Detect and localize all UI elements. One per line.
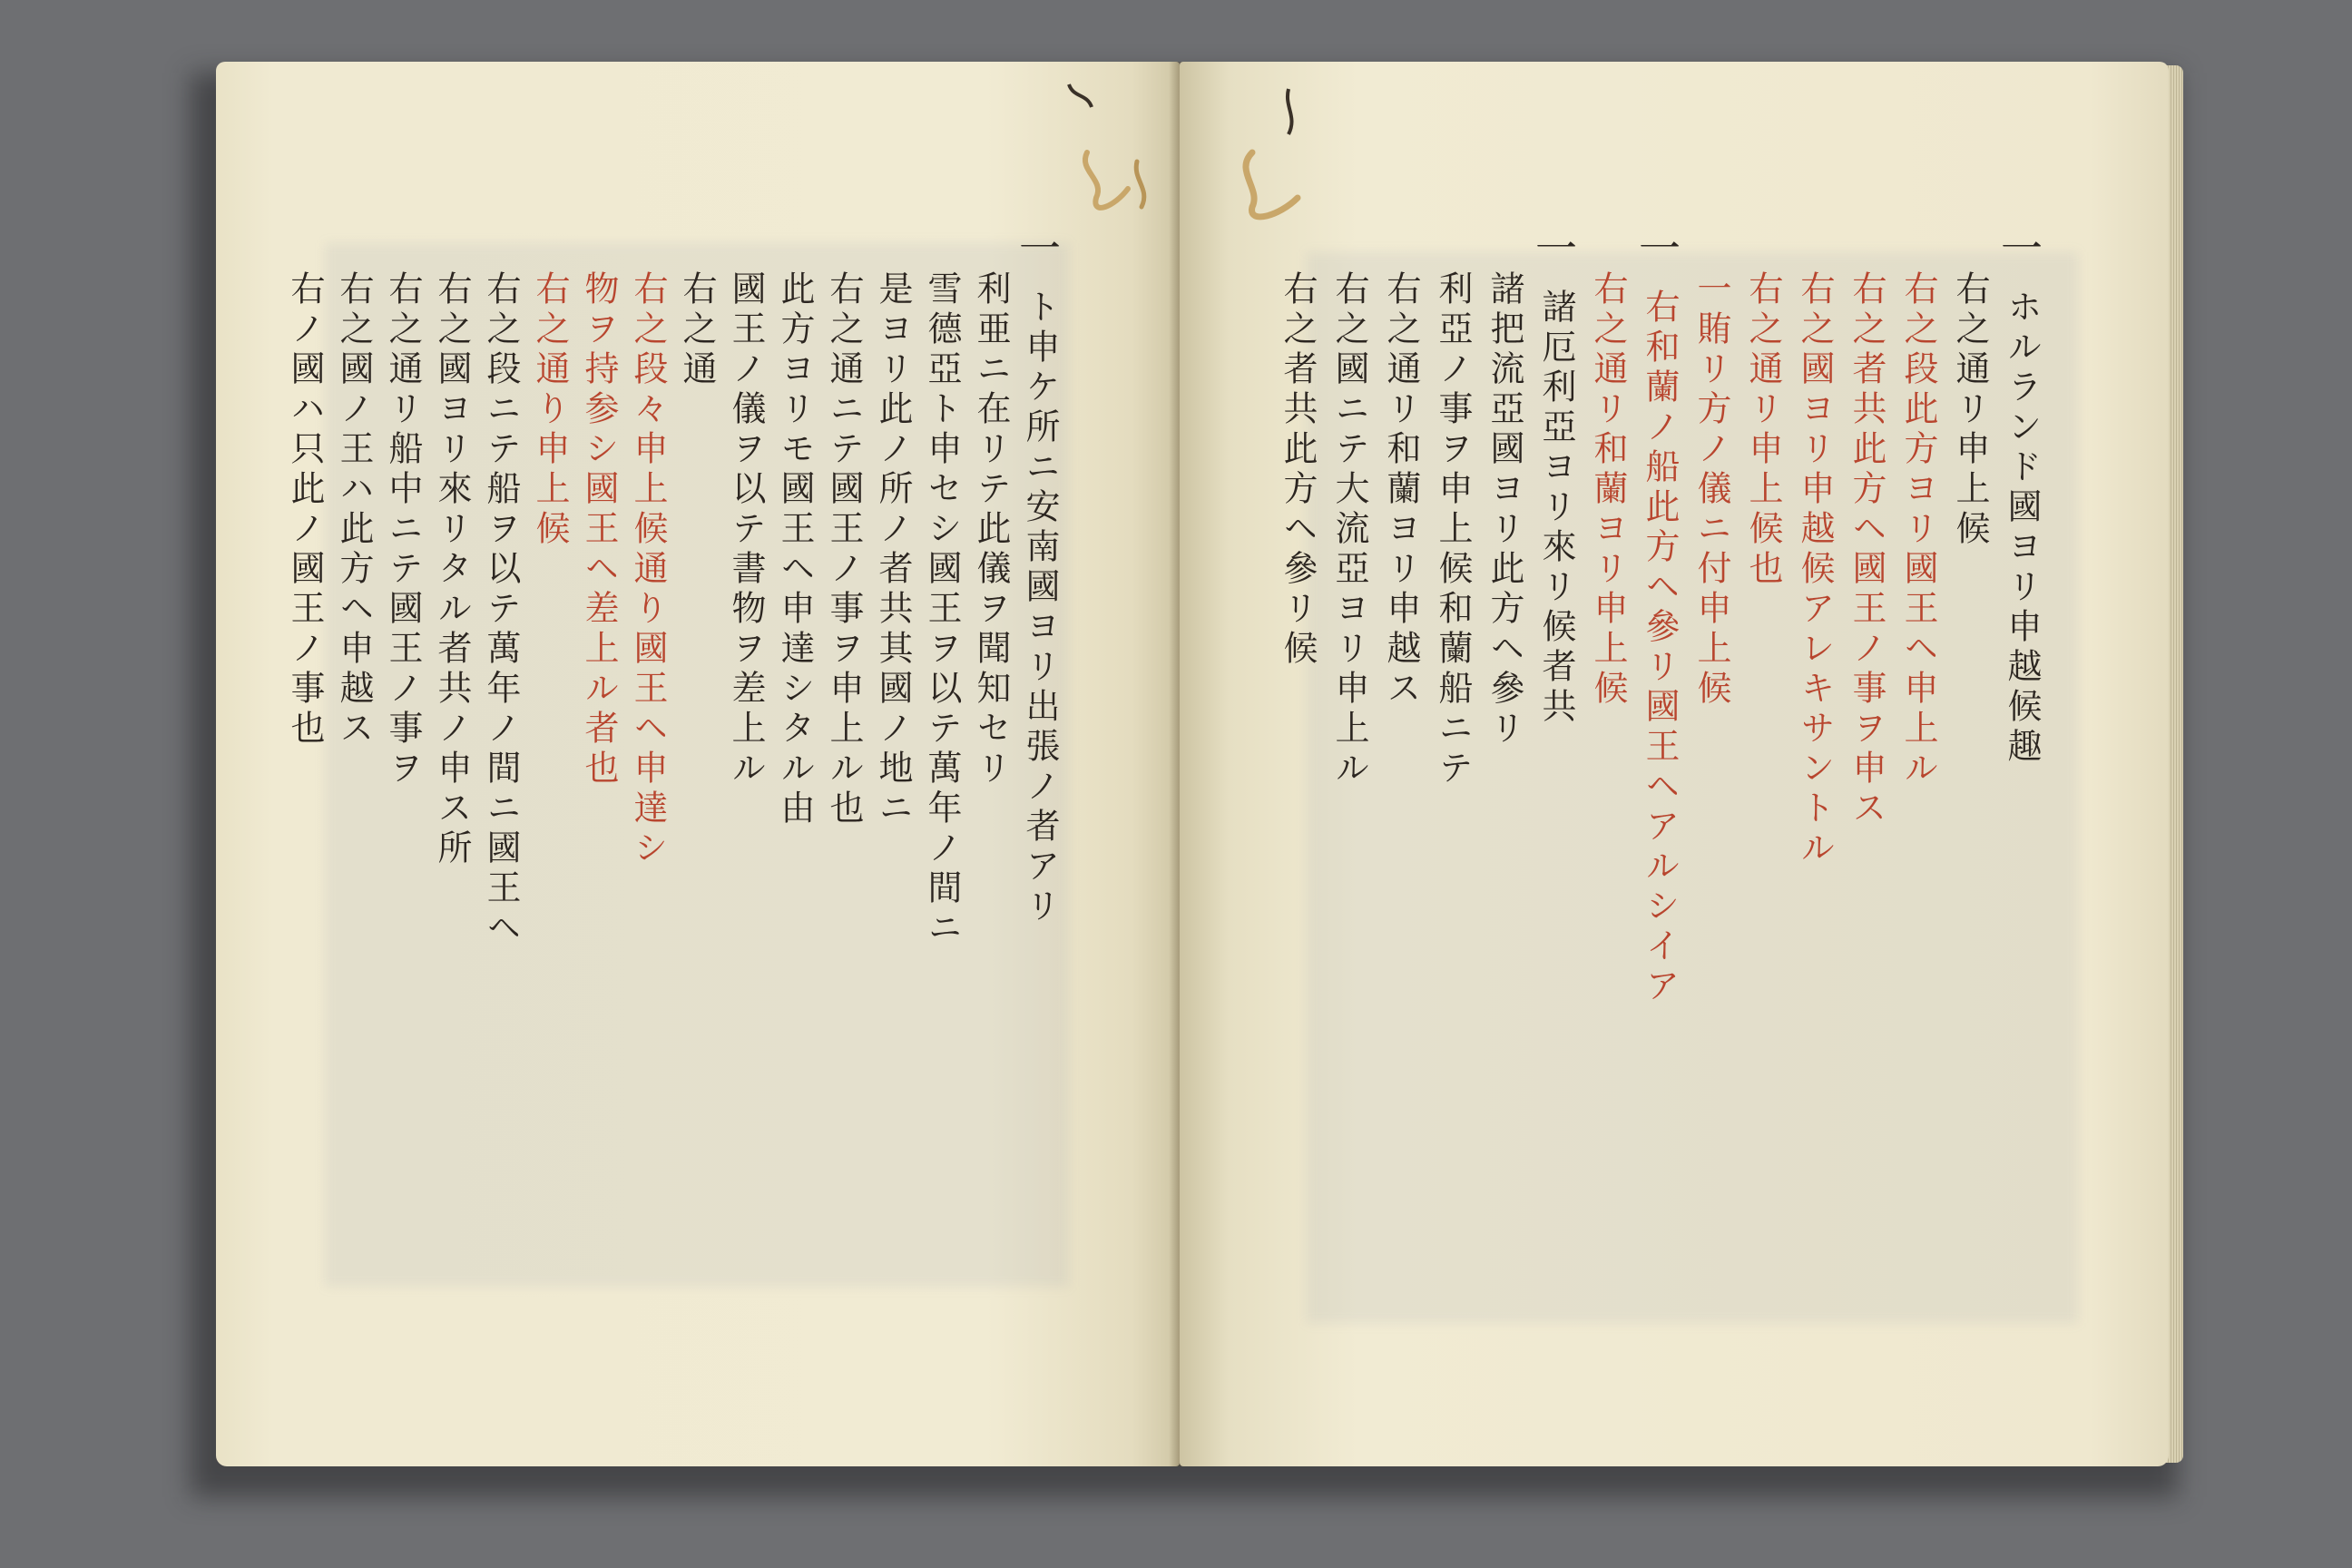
text-column bbox=[1841, 270, 1892, 829]
column-text: 利亞ノ事ヲ申上候和蘭船ニテ bbox=[1433, 270, 1473, 789]
text-column bbox=[1427, 270, 1478, 789]
column-text: 右ノ國ハ只此ノ國王ノ事也 bbox=[285, 270, 325, 750]
text-column bbox=[1583, 270, 1633, 710]
text-column bbox=[1945, 270, 1995, 550]
text-column bbox=[671, 270, 722, 390]
column-text: 右之國ノ王ハ此方ヘ申越ス bbox=[334, 270, 374, 750]
text-column bbox=[1789, 270, 1840, 869]
column-text: 右之國ヨリ申越候アレキサントル bbox=[1795, 270, 1835, 869]
text-column bbox=[1686, 270, 1737, 710]
text-column bbox=[1996, 216, 2047, 768]
text-column bbox=[377, 270, 428, 789]
item-marker: 一 bbox=[1639, 224, 1681, 273]
column-text: 利亜ニ在リテ此儀ヲ聞知セリ bbox=[971, 270, 1011, 789]
binding-thread bbox=[1198, 71, 1343, 252]
column-text: 右之通リ申上候也 bbox=[1743, 270, 1783, 590]
text-column bbox=[720, 270, 771, 789]
text-column bbox=[622, 270, 673, 869]
column-text: 右之國ニテ大流亞ヨリ申上ル bbox=[1329, 270, 1369, 789]
column-text: 右之通 bbox=[677, 270, 717, 390]
text-column bbox=[524, 270, 575, 550]
text-column bbox=[1324, 270, 1375, 789]
right-page bbox=[1180, 62, 2169, 1466]
text-column bbox=[867, 270, 918, 829]
text-column bbox=[1376, 270, 1426, 710]
text-column bbox=[426, 270, 477, 869]
column-text: 右之國ヨリ來リタル者共ノ申ス所 bbox=[432, 270, 472, 869]
text-column bbox=[965, 270, 1016, 789]
column-text: 物ヲ持参シ國王ヘ差上ル者也 bbox=[579, 270, 619, 789]
column-text: ホルランド國ヨリ申越候趣 bbox=[2002, 289, 2042, 768]
item-marker: 一 bbox=[2001, 224, 2043, 273]
text-column bbox=[1014, 216, 1065, 927]
text-column bbox=[328, 270, 379, 750]
text-column bbox=[1479, 270, 1530, 750]
text-column bbox=[1272, 270, 1323, 670]
column-text: 此方ヨリモ國王ヘ申達シタル由 bbox=[775, 270, 815, 829]
column-text: 右之通リ和蘭ヨリ申越ス bbox=[1381, 270, 1421, 710]
item-marker: 一 bbox=[1019, 224, 1061, 273]
text-column bbox=[916, 270, 967, 949]
column-text: 右之通リ船中ニテ國王ノ事ヲ bbox=[383, 270, 423, 789]
column-text: 右之通リ和蘭ヨリ申上候 bbox=[1588, 270, 1628, 710]
text-column bbox=[475, 270, 526, 949]
column-text: 諸厄利亞ヨリ來リ候者共 bbox=[1536, 289, 1576, 728]
text-column bbox=[1634, 216, 1685, 1007]
text-column bbox=[1893, 270, 1944, 789]
column-text: 右之段々申上候通り國王ヘ申達シ bbox=[628, 270, 668, 869]
left-page bbox=[216, 62, 1180, 1466]
text-column bbox=[818, 270, 869, 829]
text-column bbox=[1738, 270, 1788, 590]
column-text: 雪德亞ト申セシ國王ヲ以テ萬年ノ間ニ bbox=[922, 270, 962, 949]
column-text: 一賄リ方ノ儀ニ付申上候 bbox=[1691, 270, 1731, 710]
column-text: 右之段此方ヨリ國王ヘ申上ル bbox=[1898, 270, 1938, 789]
column-text: ト申ケ所ニ安南國ヨリ出張ノ者アリ bbox=[1020, 289, 1060, 927]
text-column bbox=[769, 270, 820, 829]
column-text: 右之通リ申上候 bbox=[1950, 270, 1990, 550]
text-column bbox=[1531, 216, 1582, 728]
item-marker: 一 bbox=[1535, 224, 1577, 273]
column-text: 右和蘭ノ船此方ヘ參リ國王ヘアルシイア bbox=[1640, 289, 1680, 1007]
column-text: 諸把流亞國ヨリ此方ヘ參リ bbox=[1485, 270, 1524, 750]
column-text: 右之通ニテ國王ノ事ヲ申上ル也 bbox=[824, 270, 864, 829]
column-text: 右之者共此方ヘ參リ候 bbox=[1278, 270, 1318, 670]
column-text: 右之通り申上候 bbox=[530, 270, 570, 550]
column-text: 右之段ニテ船ヲ以テ萬年ノ間ニ國王ヘ bbox=[481, 270, 521, 949]
text-column bbox=[279, 270, 330, 750]
text-column bbox=[573, 270, 624, 789]
binding-thread bbox=[1051, 71, 1160, 252]
column-text: 國王ノ儀ヲ以テ書物ヲ差上ル bbox=[726, 270, 766, 789]
column-text: 右之者共此方ヘ國王ノ事ヲ申ス bbox=[1847, 270, 1886, 829]
column-text: 是ヨリ此ノ所ノ者共其國ノ地ニ bbox=[873, 270, 913, 829]
